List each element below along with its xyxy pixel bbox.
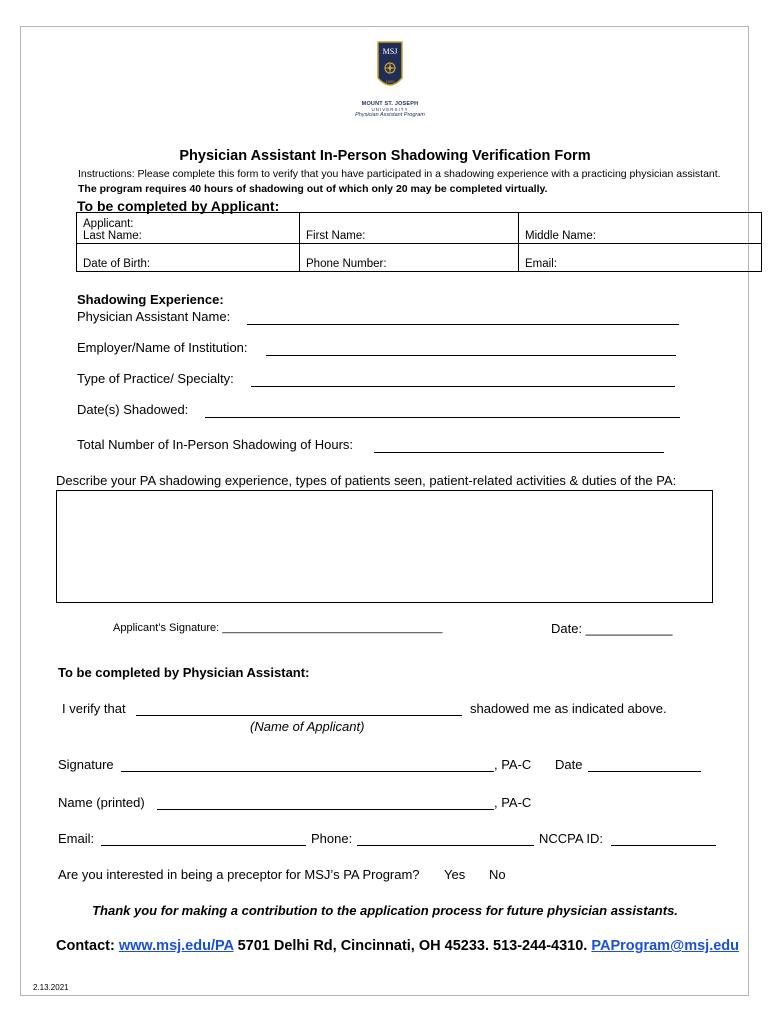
email-cell[interactable] — [519, 244, 762, 272]
page-title: Physician Assistant In-Person Shadowing Verification Form — [179, 148, 591, 164]
employer-label: Employer/Name of Institution: — [77, 340, 248, 355]
practice-type-field[interactable] — [251, 372, 675, 387]
svg-text:1920: 1920 — [385, 79, 395, 84]
contact-line — [56, 938, 739, 954]
middle-name-label: Middle Name: — [525, 230, 596, 242]
pa-email-label: Email: — [58, 831, 95, 846]
verify-suffix: shadowed me as indicated above. — [470, 701, 667, 716]
instructions — [78, 167, 728, 197]
thanks-note: Thank you for making a contribution to the application process for future physician assistants. — [92, 903, 678, 918]
pa-name-field[interactable] — [247, 310, 679, 325]
verify-prefix: I verify that — [62, 701, 126, 716]
shadowing-heading: Shadowing Experience: — [77, 292, 224, 307]
signature-pac: , PA-C — [494, 757, 532, 772]
first-name-label: First Name: — [306, 230, 366, 242]
pa-email-field[interactable] — [101, 832, 306, 846]
email-link[interactable]: PAProgram@msj.edu — [591, 938, 740, 954]
website-link[interactable]: www.msj.edu/PA — [118, 938, 234, 954]
pa-signature-field[interactable] — [121, 758, 494, 772]
preceptor-yes[interactable]: Yes — [444, 867, 466, 882]
applicant-date[interactable]: Date: ____________ — [551, 621, 673, 636]
svg-text:MSJ: MSJ — [382, 47, 398, 56]
name-printed-field[interactable] — [157, 796, 494, 810]
describe-prompt: Describe your PA shadowing experience, types of patients seen, patient-related activities & duties of the PA: — [56, 473, 677, 488]
first-name-cell[interactable] — [300, 213, 519, 244]
logo-line2: UNIVERSITY — [371, 107, 409, 112]
applicant-signature[interactable]: Applicant’s Signature: ____________________________________ — [113, 622, 443, 634]
name-of-applicant-caption: (Name of Applicant) — [250, 719, 365, 734]
applicant-table — [76, 212, 762, 272]
applicant-section-heading: To be completed by Applicant: — [77, 198, 280, 214]
pa-date-field[interactable] — [588, 758, 701, 772]
name-printed-pac: , PA-C — [494, 795, 532, 810]
applicant-name-field[interactable] — [136, 702, 462, 716]
pa-phone-label: Phone: — [311, 831, 353, 846]
instructions-text: Instructions: Please complete this form to verify that you have participated in a shadowing experience with a practicing physician assistant. — [78, 168, 721, 180]
preceptor-question: Are you interested in being a preceptor for MSJ’s PA Program? — [58, 867, 420, 882]
dates-field[interactable] — [205, 403, 680, 418]
email-label: Email: — [525, 258, 557, 270]
university-logo — [345, 40, 435, 130]
last-name-cell[interactable] — [77, 213, 300, 244]
nccpa-field[interactable] — [611, 832, 716, 846]
contact-label: Contact: — [56, 938, 115, 954]
describe-textarea[interactable] — [56, 490, 713, 603]
dob-cell[interactable] — [77, 244, 300, 272]
signature-label: Signature — [58, 757, 114, 772]
pa-phone-field[interactable] — [357, 832, 534, 846]
employer-field[interactable] — [266, 341, 676, 356]
pa-name-label: Physician Assistant Name: — [77, 309, 231, 324]
dates-label: Date(s) Shadowed: — [77, 402, 189, 417]
dob-label: Date of Birth: — [83, 258, 151, 270]
practice-type-label: Type of Practice/ Specialty: — [77, 371, 234, 386]
middle-name-cell[interactable] — [519, 213, 762, 244]
contact-address: 5701 Delhi Rd, Cincinnati, OH 45233. 513-244-4310. — [237, 938, 588, 954]
instructions-bold: The program requires 40 hours of shadowing out of which only 20 may be completed virtually. — [78, 183, 548, 195]
crest-icon — [376, 40, 404, 94]
preceptor-no[interactable]: No — [489, 867, 506, 882]
pa-section-heading: To be completed by Physician Assistant: — [58, 665, 310, 680]
pa-date-label: Date — [555, 757, 583, 772]
total-hours-field[interactable] — [374, 438, 664, 453]
last-name-label: Last Name: — [83, 230, 142, 242]
logo-line3: Physician Assistant Program — [355, 112, 425, 118]
total-hours-label: Total Number of In-Person Shadowing of Hours: — [77, 437, 354, 452]
nccpa-label: NCCPA ID: — [539, 831, 604, 846]
logo-line1: MOUNT ST. JOSEPH — [361, 101, 419, 107]
phone-cell[interactable] — [300, 244, 519, 272]
name-printed-label: Name (printed) — [58, 795, 145, 810]
phone-label: Phone Number: — [306, 258, 387, 270]
applicant-label: Applicant: — [83, 218, 134, 230]
footer-date: 2.13.2021 — [33, 983, 69, 992]
